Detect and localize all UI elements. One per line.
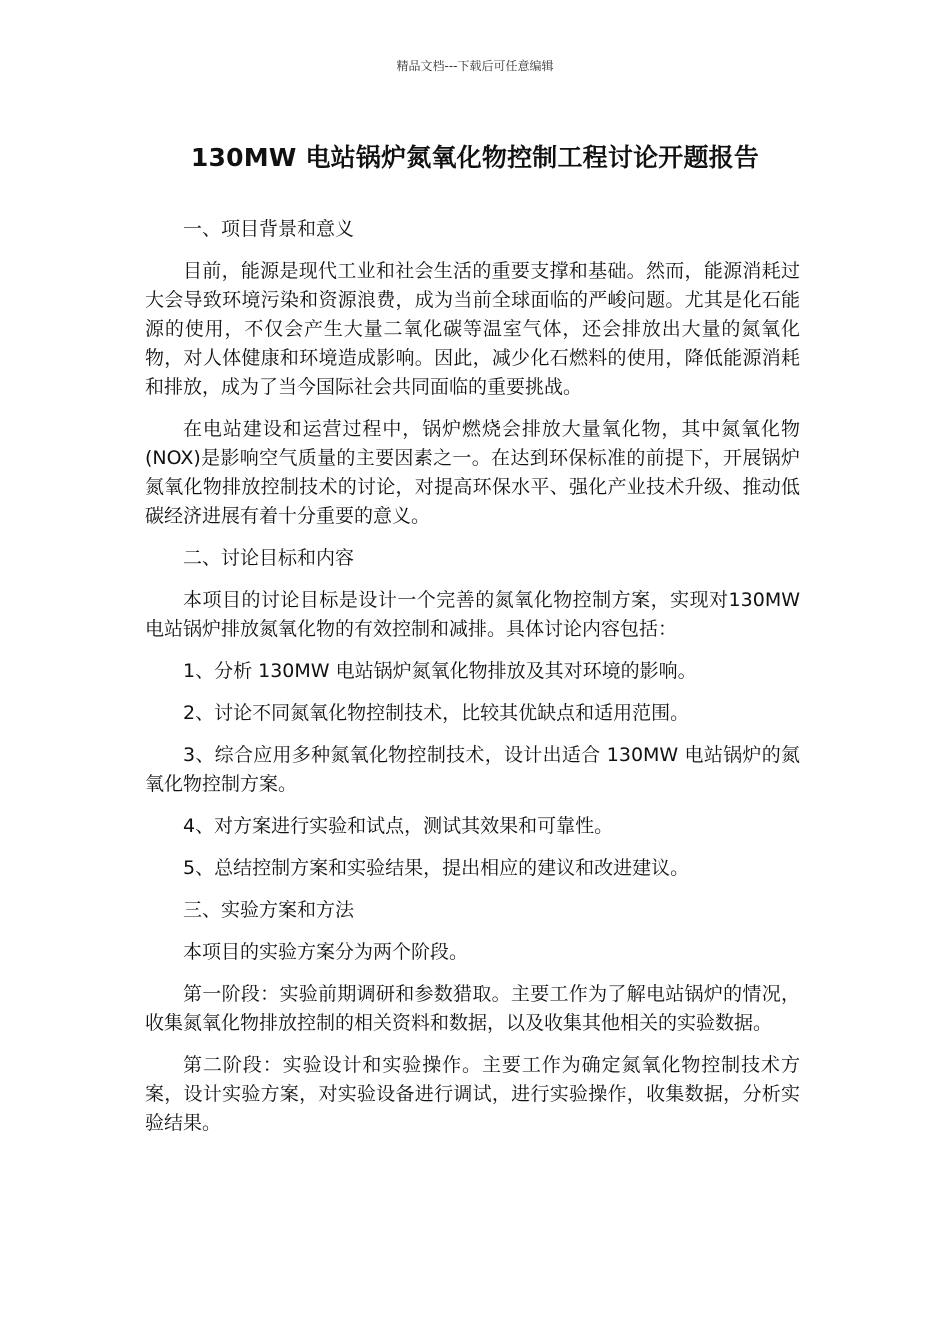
document-body bbox=[145, 215, 800, 1151]
section-heading-methods: 三、实验方案和方法 bbox=[183, 899, 355, 921]
paragraph-goals-intro: 本项目的讨论目标是设计一个完善的氮氧化物控制方案，实现对130MW 电站锅炉排放氮氧化物的有效控制和减排。具体讨论内容包括： bbox=[145, 589, 800, 640]
document-title: 130MW 电站锅炉氮氧化物控制工程讨论开题报告 bbox=[190, 143, 760, 172]
paragraph-background-1: 目前，能源是现代工业和社会生活的重要支撑和基础。然而，能源消耗过大会导致环境污染和资源浪费，成为当前全球面临的严峻问题。尤其是化石能源的使用，不仅会产生大量二氧化碳等温室气体，还会排放出大量的氮氧化物，对人体健康和环境造成影响。因此，减少化石燃料的使用，降低能源消耗和排放，成为了当今国际社会共同面临的重要挑战。 bbox=[145, 260, 800, 398]
section-heading-background: 一、项目背景和意义 bbox=[183, 218, 355, 240]
list-item-goal-2: 2、讨论不同氮氧化物控制技术，比较其优缺点和适用范围。 bbox=[183, 702, 690, 724]
paragraph-background-2: 在电站建设和运营过程中，锅炉燃烧会排放大量氧化物，其中氮氧化物(NOX)是影响空气质量的主要因素之一。在达到环保标准的前提下，开展锅炉氮氧化物排放控制技术的讨论，对提高环保水平、强化产业技术升级、推动低碳经济进展有着十分重要的意义。 bbox=[145, 418, 800, 527]
list-item-goal-4: 4、对方案进行实验和试点，测试其效果和可靠性。 bbox=[183, 815, 614, 837]
header-note: 精品文档---下载后可任意编辑 bbox=[396, 59, 554, 73]
list-item-goal-3: 3、综合应用多种氮氧化物控制技术，设计出适合 130MW 电站锅炉的氮氧化物控制方案。 bbox=[145, 744, 800, 795]
paragraph-methods-intro: 本项目的实验方案分为两个阶段。 bbox=[183, 941, 469, 963]
paragraph-phase-2: 第二阶段：实验设计和实验操作。主要工作为确定氮氧化物控制技术方案，设计实验方案，对实验设备进行调试，进行实验操作，收集数据，分析实验结果。 bbox=[145, 1054, 800, 1134]
paragraph-phase-1: 第一阶段：实验前期调研和参数猎取。主要工作为了解电站锅炉的情况，收集氮氧化物排放控制的相关资料和数据，以及收集其他相关的实验数据。 bbox=[145, 983, 800, 1034]
section-heading-goals: 二、讨论目标和内容 bbox=[183, 547, 355, 569]
list-item-goal-1: 1、分析 130MW 电站锅炉氮氧化物排放及其对环境的影响。 bbox=[183, 660, 697, 682]
list-item-goal-5: 5、总结控制方案和实验结果，提出相应的建议和改进建议。 bbox=[183, 857, 690, 879]
